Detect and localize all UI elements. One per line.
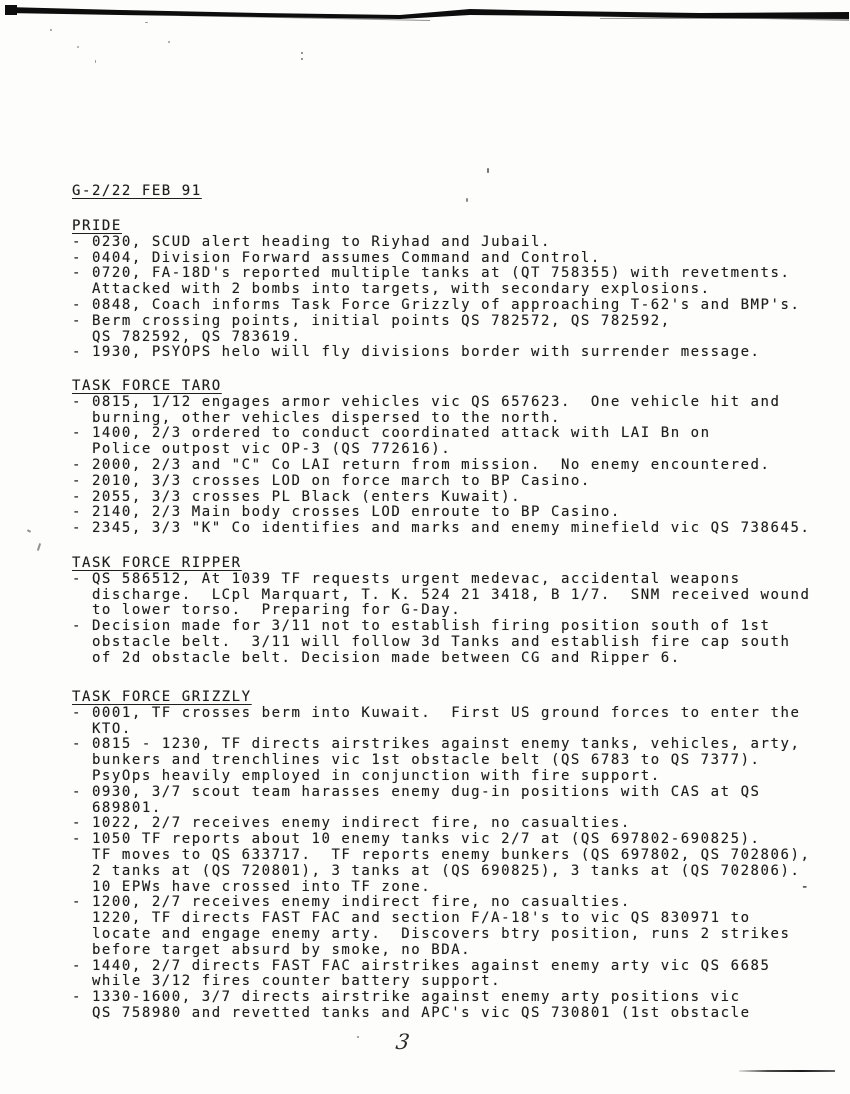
log-line: while 3/12 fires counter battery support. [72,973,502,990]
section-pride [72,219,800,361]
log-line: KTO. [72,720,132,737]
document-title-text: G-2/22 FEB 91 [72,183,202,199]
section-heading [72,219,800,235]
section-heading-text: TASK FORCE RIPPER [72,555,242,571]
log-line: 689801. [72,799,162,816]
log-line: - 2345, 3/3 "K" Co identifies and marks and enemy minefield vic QS 738645. [72,520,811,537]
log-line: locate and engage enemy arty. Discovers btry position, runs 2 strikes [72,925,791,942]
scan-speck [357,1036,359,1038]
section-heading-text: TASK FORCE GRIZZLY [72,689,252,705]
scan-speck [168,41,170,43]
log-line: - 0001, TF crosses berm into Kuwait. First US ground forces to enter the [72,704,801,721]
log-line: burning, other vehicles dispersed to the north. [72,409,561,426]
log-line: to lower torso. Preparing for G-Day. [72,602,462,619]
log-line: discharge. LCpl Marquart, T. K. 524 21 3418, B 1/7. SNM received wound [72,586,811,603]
scan-speck [145,22,148,23]
scan-speck [487,168,489,173]
log-line: - 0930, 3/7 scout team harasses enemy dug-in positions with CAS at QS [72,783,761,800]
log-line: of 2d obstacle belt. Decision made between CG and Ripper 6. [72,649,681,666]
scan-speck [95,60,96,63]
section-heading [72,690,810,706]
log-line: - 1330-1600, 3/7 directs airstrike against enemy arty positions vic [72,989,741,1006]
scan-speck [77,46,79,48]
log-line: 1220, TF directs FAST FAC and section F/A-18's to vic QS 830971 to [72,910,751,927]
log-line: - 1400, 2/3 ordered to conduct coordinated attack with LAI Bn on [72,425,711,442]
log-line: QS 782592, QS 783619. [72,328,302,345]
scan-footer-dash [739,1070,835,1072]
section-heading-text: TASK FORCE TARO [72,378,222,394]
log-line: - 0404, Division Forward assumes Command and Control. [72,249,601,266]
log-line: obstacle belt. 3/11 will follow 3d Tanks and establish fire cap south [72,633,791,650]
log-line: - 1050 TF reports about 10 enemy tanks vic 2/7 at (QS 697802-690825). [72,831,761,848]
log-line: - 1440, 2/7 directs FAST FAC airstrikes against enemy arty vic QS 6685 [72,957,771,974]
log-line: - 1200, 2/7 receives enemy indirect fire, no casualties. [72,894,631,911]
section-heading [72,379,810,395]
log-line: - 1930, PSYOPS helo will fly divisions border with surrender message. [72,344,761,361]
log-line: - QS 586512, At 1039 TF requests urgent medevac, accidental weapons [72,570,741,587]
log-line: Police outpost vic OP-3 (QS 772616). [72,441,452,458]
log-line: bunkers and trenchlines vic 1st obstacle belt (QS 6783 to QS 7377). [72,752,761,769]
page-number: 3 [394,1030,412,1054]
section-heading-text: PRIDE [72,218,122,234]
log-line: - 2010, 3/3 crosses LOD on force march to BP Casino. [72,472,591,489]
log-line: 10 EPWs have crossed into TF zone. - [72,878,811,895]
log-line: - Berm crossing points, initial points QS 782572, QS 782592, [72,312,671,329]
scan-speck [50,29,52,31]
scan-speck [301,52,303,54]
log-line: - 2055, 3/3 crosses PL Black (enters Kuwait). [72,488,522,505]
log-line: Attacked with 2 bombs into targets, with secondary explosions. [72,281,711,298]
log-line: QS 758980 and revetted tanks and APC's vic QS 730801 (1st obstacle [72,1004,751,1021]
log-line: - 0230, SCUD alert heading to Riyhad and Jubail. [72,233,551,250]
scan-speck [301,58,303,60]
log-line: 2 tanks at (QS 720801), 3 tanks at (QS 690825), 3 tanks at (QS 702806). [72,862,801,879]
scan-top-bar [0,0,850,28]
section-task-force-grizzly [72,690,810,1022]
log-line: before target absurd by smoke, no BDA. [72,941,472,958]
log-line: TF moves to QS 633717. TF reports enemy bunkers (QS 697802, QS 702806), [72,846,811,863]
log-line: - Decision made for 3/11 not to establish firing position south of 1st [72,618,771,635]
scan-speck [27,529,31,533]
scan-speck [37,543,41,551]
log-line: - 0815 - 1230, TF directs airstrikes against enemy tanks, vehicles, arty, [72,736,801,753]
document-title [72,183,202,199]
section-task-force-taro [72,379,810,537]
section-task-force-ripper [72,556,810,667]
log-line: - 2140, 2/3 Main body crosses LOD enroute to BP Casino. [72,504,621,521]
scan-speck [466,198,468,202]
section-heading [72,556,810,572]
log-line: PsyOps heavily employed in conjunction with fire support. [72,767,661,784]
log-line: - 2000, 2/3 and "C" Co LAI return from mission. No enemy encountered. [72,456,771,473]
log-line: - 1022, 2/7 receives enemy indirect fire, no casualties. [72,815,631,832]
log-line: - 0720, FA-18D's reported multiple tanks at (QT 758355) with revetments. [72,265,791,282]
log-line: - 0815, 1/12 engages armor vehicles vic QS 657623. One vehicle hit and [72,393,781,410]
log-line: - 0848, Coach informs Task Force Grizzly of approaching T-62's and BMP's. [72,296,801,313]
